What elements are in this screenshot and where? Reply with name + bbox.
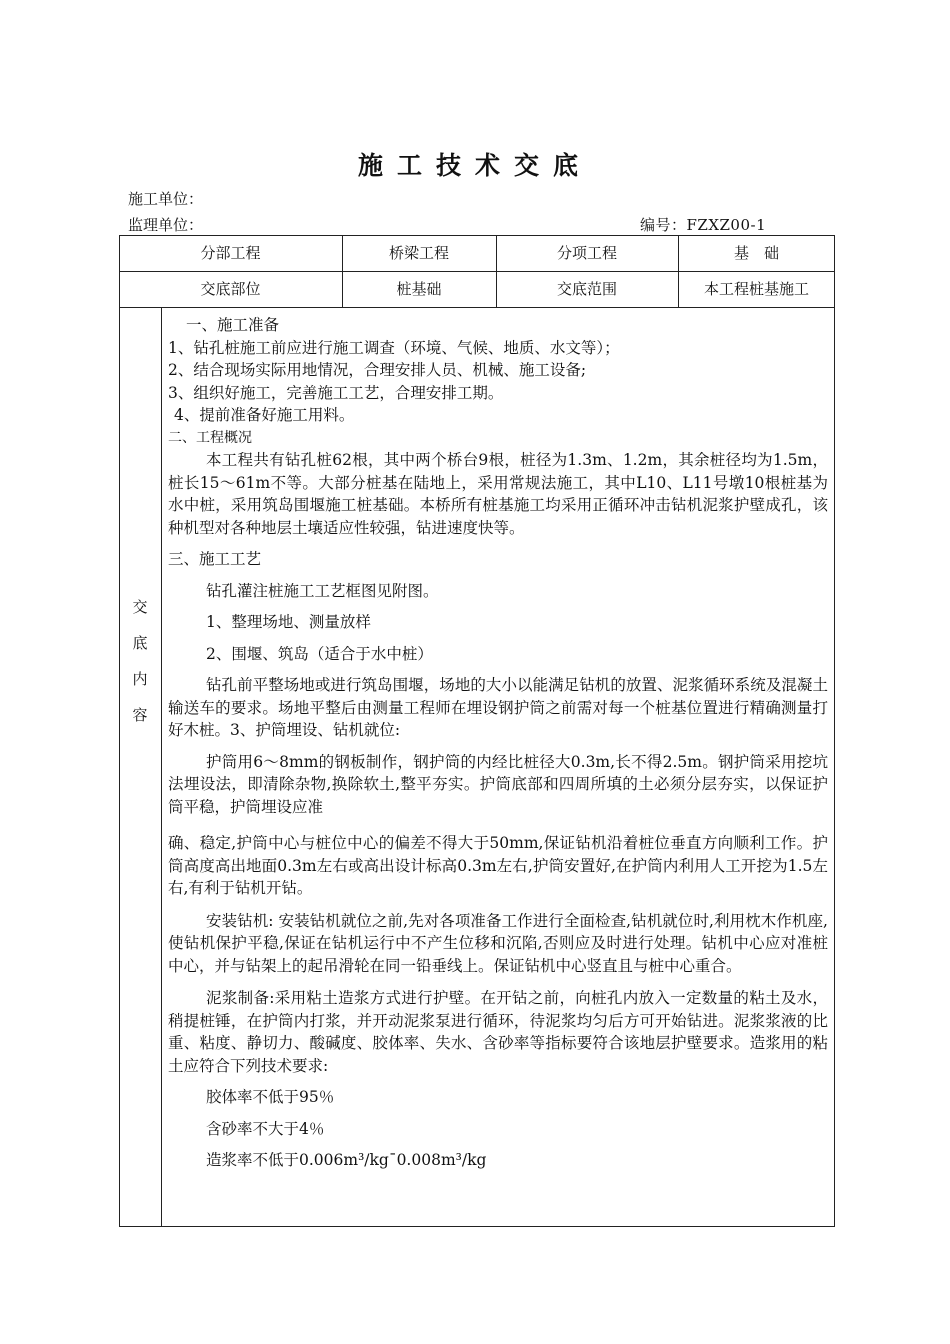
side-label <box>119 589 161 733</box>
supervision-unit-label: 监理单位： <box>128 216 204 234</box>
requirement-yield: 造浆率不低于0.006m³/kg¯0.008m³/kg <box>206 1151 487 1169</box>
mud-paragraph: 泥浆制备:采用粘土造浆方式进行护壁。在开钻之前，向桩孔内放入一定数量的粘土及水，稍提桩锤，在护筒内打浆，并开动泥浆泵进行循环，待泥浆均匀后方可开始钻进。泥浆浆液的比重、粘度、静切力、酸碱度、胶体率、失水、含砂率等指标要符合该地层护壁要求。造浆用的粘土应符合下列技术要求: <box>168 989 828 1075</box>
list-item: 4、提前准备好施工用料。 <box>174 406 355 424</box>
requirement-sand: 含砂率不大于4％ <box>206 1119 325 1138</box>
section-heading-2: 二、工程概况 <box>168 429 252 446</box>
content-body <box>168 314 828 1172</box>
construction-unit-label: 施工单位： <box>128 190 204 208</box>
process-step-1: 1、整理场地、测量放样 <box>206 613 371 631</box>
cell-division-label: 分部工程 <box>200 244 261 262</box>
section-heading-1: 一、施工准备 <box>186 316 280 334</box>
side-column-divider <box>161 307 162 1227</box>
document-number: 编号：FZXZ00-1 <box>640 216 767 234</box>
row-divider-2 <box>119 307 835 308</box>
side-label-char: 容 <box>132 706 148 724</box>
cell-scope-label: 交底范围 <box>556 280 617 298</box>
process-intro: 钻孔灌注桩施工工艺框图见附图。 <box>206 581 439 600</box>
cell-subitem-label: 分项工程 <box>556 244 617 262</box>
casing-paragraph-1: 护筒用6～8mm的钢板制作，钢护筒的内经比桩径大0.3m,长不得2.5m。钢护筒采用挖坑法埋设法，即清除杂物,换除软土,整平夯实。护筒底部和四周所填的土必须分层夯实，以保证护筒平稳，护筒埋设应准 <box>168 752 828 816</box>
cell-scope-value: 本工程桩基施工 <box>703 280 809 298</box>
rig-paragraph: 安装钻机: 安装钻机就位之前,先对各项准备工作进行全面检查,钻机就位时,利用枕木作机座,使钻机保护平稳,保证在钻机运行中不产生位移和沉陷,否则应及时进行处理。钻机中心应对准桩中心，并与钻架上的起吊滑轮在同一铅垂线上。保证钻机中心竖直且与桩中心重合。 <box>168 911 828 975</box>
process-step-2: 2、围堰、筑岛（适合于水中桩） <box>206 644 433 663</box>
side-label-char: 内 <box>132 670 148 688</box>
section-heading-3: 三、施工工艺 <box>168 550 262 568</box>
list-item: 3、组织好施工，完善施工工艺，合理安排工期。 <box>168 383 504 402</box>
cell-part-label: 交底部位 <box>200 280 261 298</box>
cell-division-value: 桥梁工程 <box>388 244 449 262</box>
casing-paragraph-2: 确、稳定,护筒中心与桩位中心的偏差不得大于50mm,保证钻机沿着桩位垂直方向顺利工作。护筒高度高出地面0.3m左右或高出设计标高0.3m左右,护筒安置好,在护筒内利用人工开挖为1.5左右,有利于钻机开钻。 <box>168 834 828 897</box>
page-title: 施工技术交底 <box>357 151 592 180</box>
list-item: 2、结合现场实际用地情况，合理安排人员、机械、施工设备; <box>168 361 587 379</box>
side-label-char: 底 <box>132 634 148 652</box>
overview-paragraph: 本工程共有钻孔桩62根，其中两个桥台9根，桩径为1.3m、1.2m，其余桩径均为1.5m，桩长15～61m不等。大部分桩基在陆地上，采用常规法施工，其中L10、L11号墩10根桩基为水中桩，采用筑岛围堰施工桩基础。本桥所有桩基施工均采用正循环冲击钻机泥浆护壁成孔，该种机型对各种地层土壤适应性较强，钻进速度快等。 <box>168 451 828 537</box>
list-item: 1、钻孔桩施工前应进行施工调查（环境、气候、地质、水文等）； <box>168 338 620 357</box>
cell-subitem-value: 基 础 <box>733 244 779 262</box>
requirement-colloid: 胶体率不低于95％ <box>206 1088 335 1106</box>
side-label-char: 交 <box>132 598 148 616</box>
site-paragraph: 钻孔前平整场地或进行筑岛围堰，场地的大小以能满足钻机的放置、泥浆循环系统及混凝土输送车的要求。场地平整后由测量工程师在埋设钢护筒之前需对每一个桩基位置进行精确测量打好木桩。3、护筒埋设、钻机就位: <box>168 676 828 739</box>
cell-part-value: 桩基础 <box>396 280 442 298</box>
